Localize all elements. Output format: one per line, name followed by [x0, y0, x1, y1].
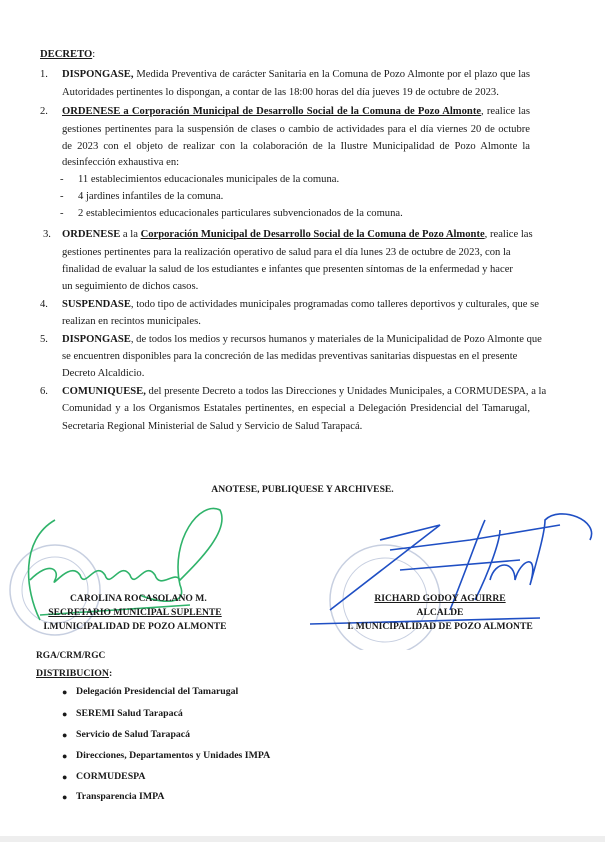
item-4-line: realizan en recintos municipales. [62, 316, 201, 327]
dash-bullet: - [60, 208, 64, 219]
item-number: 4. [40, 299, 48, 310]
item-5-line: Decreto Alcaldicio. [62, 368, 145, 379]
sub-item: 2 establecimientos educacionales particulares subvencionados de la comuna. [78, 208, 403, 219]
signatory-role: ALCALDE [416, 607, 464, 618]
distribution-item: Delegación Presidencial del Tamarugal [76, 686, 239, 697]
dash-bullet: - [60, 191, 64, 202]
bullet-icon: ● [62, 772, 68, 782]
item-3-line: un seguimiento de dichos casos. [62, 281, 199, 292]
distribution-item: Servicio de Salud Tarapacá [76, 729, 191, 740]
item-3-line: ORDENESE a la Corporación Municipal de Desarrollo Social de la Comuna de Pozo Almonte, realice las [62, 229, 533, 240]
bullet-icon: ● [62, 687, 68, 697]
item-number: 2. [40, 106, 48, 117]
distribution-title: DISTRIBUCION: [36, 668, 113, 679]
signatory-name: CAROLINA ROCASOLANO M. [70, 593, 207, 604]
item-2-line: de 2023 con el objeto de realizar con la colaboración de la Ilustre Municipalidad de Pozo Almonte la [62, 141, 530, 152]
item-number: 1. [40, 69, 48, 80]
signatory-org: I.MUNICIPALIDAD DE POZO ALMONTE [43, 621, 227, 632]
initials: RGA/CRM/RGC [36, 651, 106, 661]
bullet-icon: ● [62, 709, 68, 719]
signatory-name: RICHARD GODOY AGUIRRE [374, 593, 506, 604]
bullet-icon: ● [62, 792, 68, 802]
signatory-role: SECRETARIO MUNICIPAL SUPLENTE [48, 607, 222, 618]
item-number: 6. [40, 386, 48, 397]
item-2-line: desinfección exhaustiva en: [62, 157, 180, 168]
item-6-line: COMUNIQUESE, del presente Decreto a todos las Direcciones y Unidades Municipales, a CORMUDESPA, a la [62, 386, 547, 397]
item-2-line: gestiones pertinentes para la suspensión de clases o cambio de actividades para el día viernes 20 de octubre [62, 124, 530, 135]
item-1-line: DISPONGASE, Medida Preventiva de carácter Sanitaria en la Comuna de Pozo Almonte por el plazo que las [62, 69, 530, 80]
item-5-line: DISPONGASE, de todos los medios y recursos humanos y materiales de la Municipalidad de Pozo Almonte que [62, 334, 542, 345]
signatory-org: I. MUNICIPALIDAD DE POZO ALMONTE [347, 621, 533, 632]
dash-bullet: - [60, 174, 64, 185]
item-3-line: gestiones pertinentes para la realización operativo de salud para el día lunes 23 de octubre de 2023, con la [62, 247, 511, 258]
item-5-line: se encuentren disponibles para la concreción de las medidas preventivas sanitarias dispuestas en el presente [62, 351, 518, 362]
decree-heading: DECRETO: [40, 49, 96, 60]
distribution-item: Transparencia IMPA [76, 791, 165, 802]
item-number: 3. [43, 229, 51, 240]
distribution-item: CORMUDESPA [76, 771, 146, 782]
page-bottom-edge [0, 836, 605, 842]
item-1-line: Autoridades pertinentes lo dispongan, a contar de las 18:00 horas del día jueves 19 de octubre de 2023. [62, 87, 499, 98]
item-3-line: finalidad de evaluar la salud de los estudiantes e infantes que presenten síntomas de la enfermedad y hacer [62, 264, 513, 275]
bullet-icon: ● [62, 730, 68, 740]
distribution-item: Direcciones, Departamentos y Unidades IMPA [76, 750, 271, 761]
closing-formula: ANOTESE, PUBLIQUESE Y ARCHIVESE. [211, 484, 394, 495]
item-number: 5. [40, 334, 48, 345]
item-2-line: ORDENESE a Corporación Municipal de Desarrollo Social de la Comuna de Pozo Almonte, realice las [62, 106, 530, 117]
item-6-line: Secretaria Regional Ministerial de Salud y Servicio de Salud Tarapacá. [62, 421, 363, 432]
sub-item: 11 establecimientos educacionales municipales de la comuna. [78, 174, 340, 185]
item-6-line: Comunidad y a los Organismos Estatales pertinentes, en especial a Delegación Presidencial del Tamarugal, [62, 403, 530, 414]
distribution-item: SEREMI Salud Tarapacá [76, 708, 183, 719]
bullet-icon: ● [62, 751, 68, 761]
sub-item: 4 jardines infantiles de la comuna. [78, 191, 224, 202]
item-4-line: SUSPENDASE, todo tipo de actividades municipales programadas como talleres deportivos y culturales, que se [62, 299, 539, 310]
